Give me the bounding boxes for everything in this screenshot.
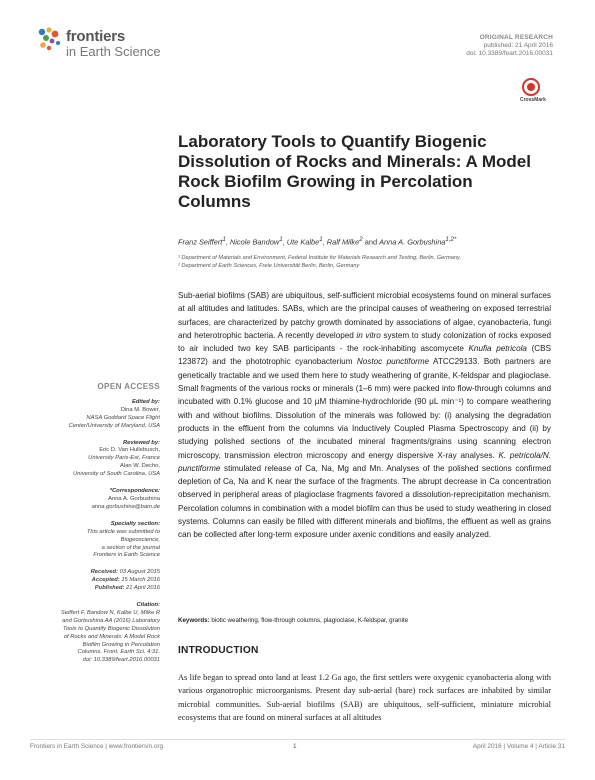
specialty-line: Frontiers in Earth Science [93, 552, 160, 559]
date-value: 03 August 2015 [119, 569, 160, 576]
reviewed-by-block [30, 440, 160, 480]
author-name[interactable]: Franz Seiffert [178, 237, 223, 247]
introduction-paragraph: As life began to spread onto land at least 1.2 Ga ago, the first settlers were oxygenic cyanobacteria along with various organotrophic microorganisms. Present day sub-aerial (bare) rock surfaces are inhabited by similar microbial communities. Sub-aerial biofilms (SAB) are ubiquitous, self-sufficient, miniature microbial ecosystems that are found on mineral surfaces at all altitudes [178, 673, 551, 723]
author-name[interactable]: Ralf Milke [326, 237, 360, 247]
edited-by-block [30, 399, 160, 431]
date-label: Received: [90, 569, 118, 576]
crossmark-icon [522, 78, 540, 96]
edited-by-heading: Edited by: [131, 398, 160, 405]
keywords-list: biotic weathering, flow-through columns, plagioclase, K-feldspar, granite [211, 617, 409, 624]
abstract-text: (CBS 123872) and the phototrophic cyanobacterium [178, 344, 551, 367]
citation-line: Tools to Quantify Biogenic Dissolution [62, 625, 160, 632]
article-title: Laboratory Tools to Quantify Biogenic Dissolution of Rocks and Minerals: A Model Rock Biofilm Growing in Percolation Columns [178, 132, 531, 211]
correspondence-block [30, 488, 160, 512]
author-list: Franz Seiffert$^1$, Nicole Bandow$^1$, Ute Kalbe$^1$, Ralf Milke$^2$ and Anna A. Gorbushina$^{1,2*}$ [178, 236, 457, 247]
citation-block [30, 602, 160, 665]
abstract-text: system to study colonization of rocks exposed to air included two key SAB participants - the rock-inhabiting ascomycete [178, 330, 551, 354]
open-access-label: OPEN ACCESS [97, 382, 160, 391]
journal-name[interactable]: in Earth Science [66, 44, 161, 59]
page-number: 1 [293, 743, 297, 750]
footer-issue: April 2016 | Volume 4 | Article 31 [472, 743, 565, 750]
citation-line: Columns. Front. Earth Sci. 4:31. [77, 649, 160, 656]
dates-block [30, 569, 160, 593]
reviewer-affiliation: University of South Carolina, USA [73, 471, 160, 478]
affiliation-line: ¹ Department of Materials and Environment, Federal Institute for Materials Research and Testing, Berlin, Germany, [178, 255, 461, 261]
author-name[interactable]: Ute Kalbe [286, 237, 320, 247]
editor-affiliation: Center/University of Maryland, USA [68, 422, 160, 429]
sidebar [30, 383, 160, 674]
date-value: 21 April 2016 [126, 585, 160, 592]
abstract-text: stimulated release of Ca, Na, Mg and Mn. Analyses of the polished sections confirmed depletion of Ca, Na and K near the surface of the fragments. The abrupt decrease in Ca concentration observed in peripheral areas of plagioclase fragments favored a dissolution-reprecipitation mechanism. Percolation columns in combination with a model biofilm can thus be used to study weathering in closed systems. Columns can easily be filled with different minerals and biofilms, the effluent as well as grains can be collected after long-term exposure under axenic conditions and easily analyzed. [178, 463, 551, 540]
editor-name[interactable]: Dina M. Bower, [120, 406, 160, 413]
specialty-heading: Specialty section: [110, 520, 160, 527]
reviewed-by-heading: Reviewed by: [122, 439, 160, 446]
frontiers-logo-icon [37, 26, 65, 54]
author-name[interactable]: Anna A. Gorbushina [379, 237, 446, 247]
date-label: Published: [94, 585, 125, 592]
keywords [178, 617, 551, 624]
reviewer-name[interactable]: Alan W. Decho, [120, 463, 160, 470]
citation-line: and Gorbushina AA (2016) Laboratory [62, 617, 160, 624]
abstract-text-italic: Knufia petricola [468, 344, 527, 354]
author-affiliation-mark: 1 [279, 236, 283, 243]
keywords-label: Keywords: [178, 617, 210, 624]
citation-line: Seiffert F, Bandow N, Kalbe U, Milke R [60, 609, 160, 616]
affiliation-line: ² Department of Earth Sciences, Freie Universität Berlin, Berlin, Germany [178, 263, 360, 269]
article-meta [466, 34, 553, 59]
date-row [30, 585, 160, 593]
article-type: ORIGINAL RESEARCH [479, 34, 553, 41]
citation-doi[interactable]: doi: 10.3389/feart.2016.00031 [82, 657, 160, 664]
abstract-text: ATCC29133. Both partners are genetically tractable and we used them here to study weathering of granite, K-feldspar and plagioclase. Small fragments of the various rocks or minerals (1–6 mm) were packed into flow-through columns and incubated with 0.1% glucose and 10 μM thiamine-hydrochloride (90 μL min⁻¹) to compare weathering with and without biofilms. Dissolution of the minerals was followed by: (i) analysing the degradation products in the effluent from the columns via Inductively Coupled Plasma Spectroscopy and (ii) by studying polished sections of the incubated mineral fragments/grains using scanning electron microscopy, transmission electron microscopy and energy dispersive X-ray analyses. [178, 357, 551, 460]
correspondence-heading: *Correspondence: [109, 488, 160, 495]
author-name[interactable]: Nicole Bandow [229, 237, 280, 247]
published-date: published: 21 April 2016 [483, 42, 553, 50]
date-label: Accepted: [91, 577, 120, 584]
specialty-line: a section of the journal [101, 544, 160, 551]
editor-affiliation: NASA Goddard Space Flight [86, 414, 160, 421]
date-value: 15 March 2016 [121, 577, 160, 584]
correspondence-name: Anna A. Gorbushina [108, 495, 160, 502]
abstract-text-italic: in vitro [356, 330, 381, 340]
reviewer-name[interactable]: Eric D. Van Hullebusch, [99, 447, 160, 454]
citation-heading: Citation: [136, 602, 160, 609]
specialty-block [30, 521, 160, 561]
abstract-text-italic: K. petricola/N. punctiforme [178, 450, 551, 473]
citation-line: of Rocks and Minerals: A Model Rock [63, 633, 160, 640]
doi[interactable]: doi: 10.3389/feart.2016.00031 [466, 50, 553, 58]
introduction-heading: INTRODUCTION [178, 645, 259, 656]
specialty-line: This article was submitted to [86, 528, 160, 535]
crossmark-label: CrossMark [520, 97, 546, 103]
footer-divider [30, 739, 565, 740]
abstract-text-italic: Nostoc punctiforme [356, 357, 430, 367]
specialty-line[interactable]: Biogeoscience, [120, 536, 160, 543]
correspondence-email[interactable]: anna.gorbushina@bam.de [91, 503, 160, 510]
crossmark-badge[interactable] [520, 78, 546, 103]
author-affiliation-mark: 1 [319, 236, 323, 243]
abstract [178, 289, 551, 542]
journal-brand[interactable]: frontiers [66, 28, 126, 45]
author-affiliation-mark: 2 [359, 236, 363, 243]
date-row [30, 569, 160, 577]
affiliations [178, 254, 548, 270]
citation-line: Biofilm Growing in Percolation [82, 641, 160, 648]
abstract-text: Sub-aerial biofilms (SAB) are ubiquitous, self-sufficient microbial ecosystems found on mineral surfaces at all altitudes and latitudes. SABs, which are the principal causes of weathering on exposed terrestrial surfaces, are characterized by patchy growth dominated by associations of algae, cyanobacteria, fungi and heterotrophic bacteria. A recently developed [178, 291, 551, 340]
author-affiliation-mark: 1 [222, 236, 226, 243]
date-row [30, 577, 160, 585]
author-affiliation-mark: 1,2* [445, 236, 457, 243]
footer-journal[interactable]: Frontiers in Earth Science | www.frontiersin.org [30, 743, 164, 750]
reviewer-affiliation: University Paris-Est, France [88, 455, 160, 462]
